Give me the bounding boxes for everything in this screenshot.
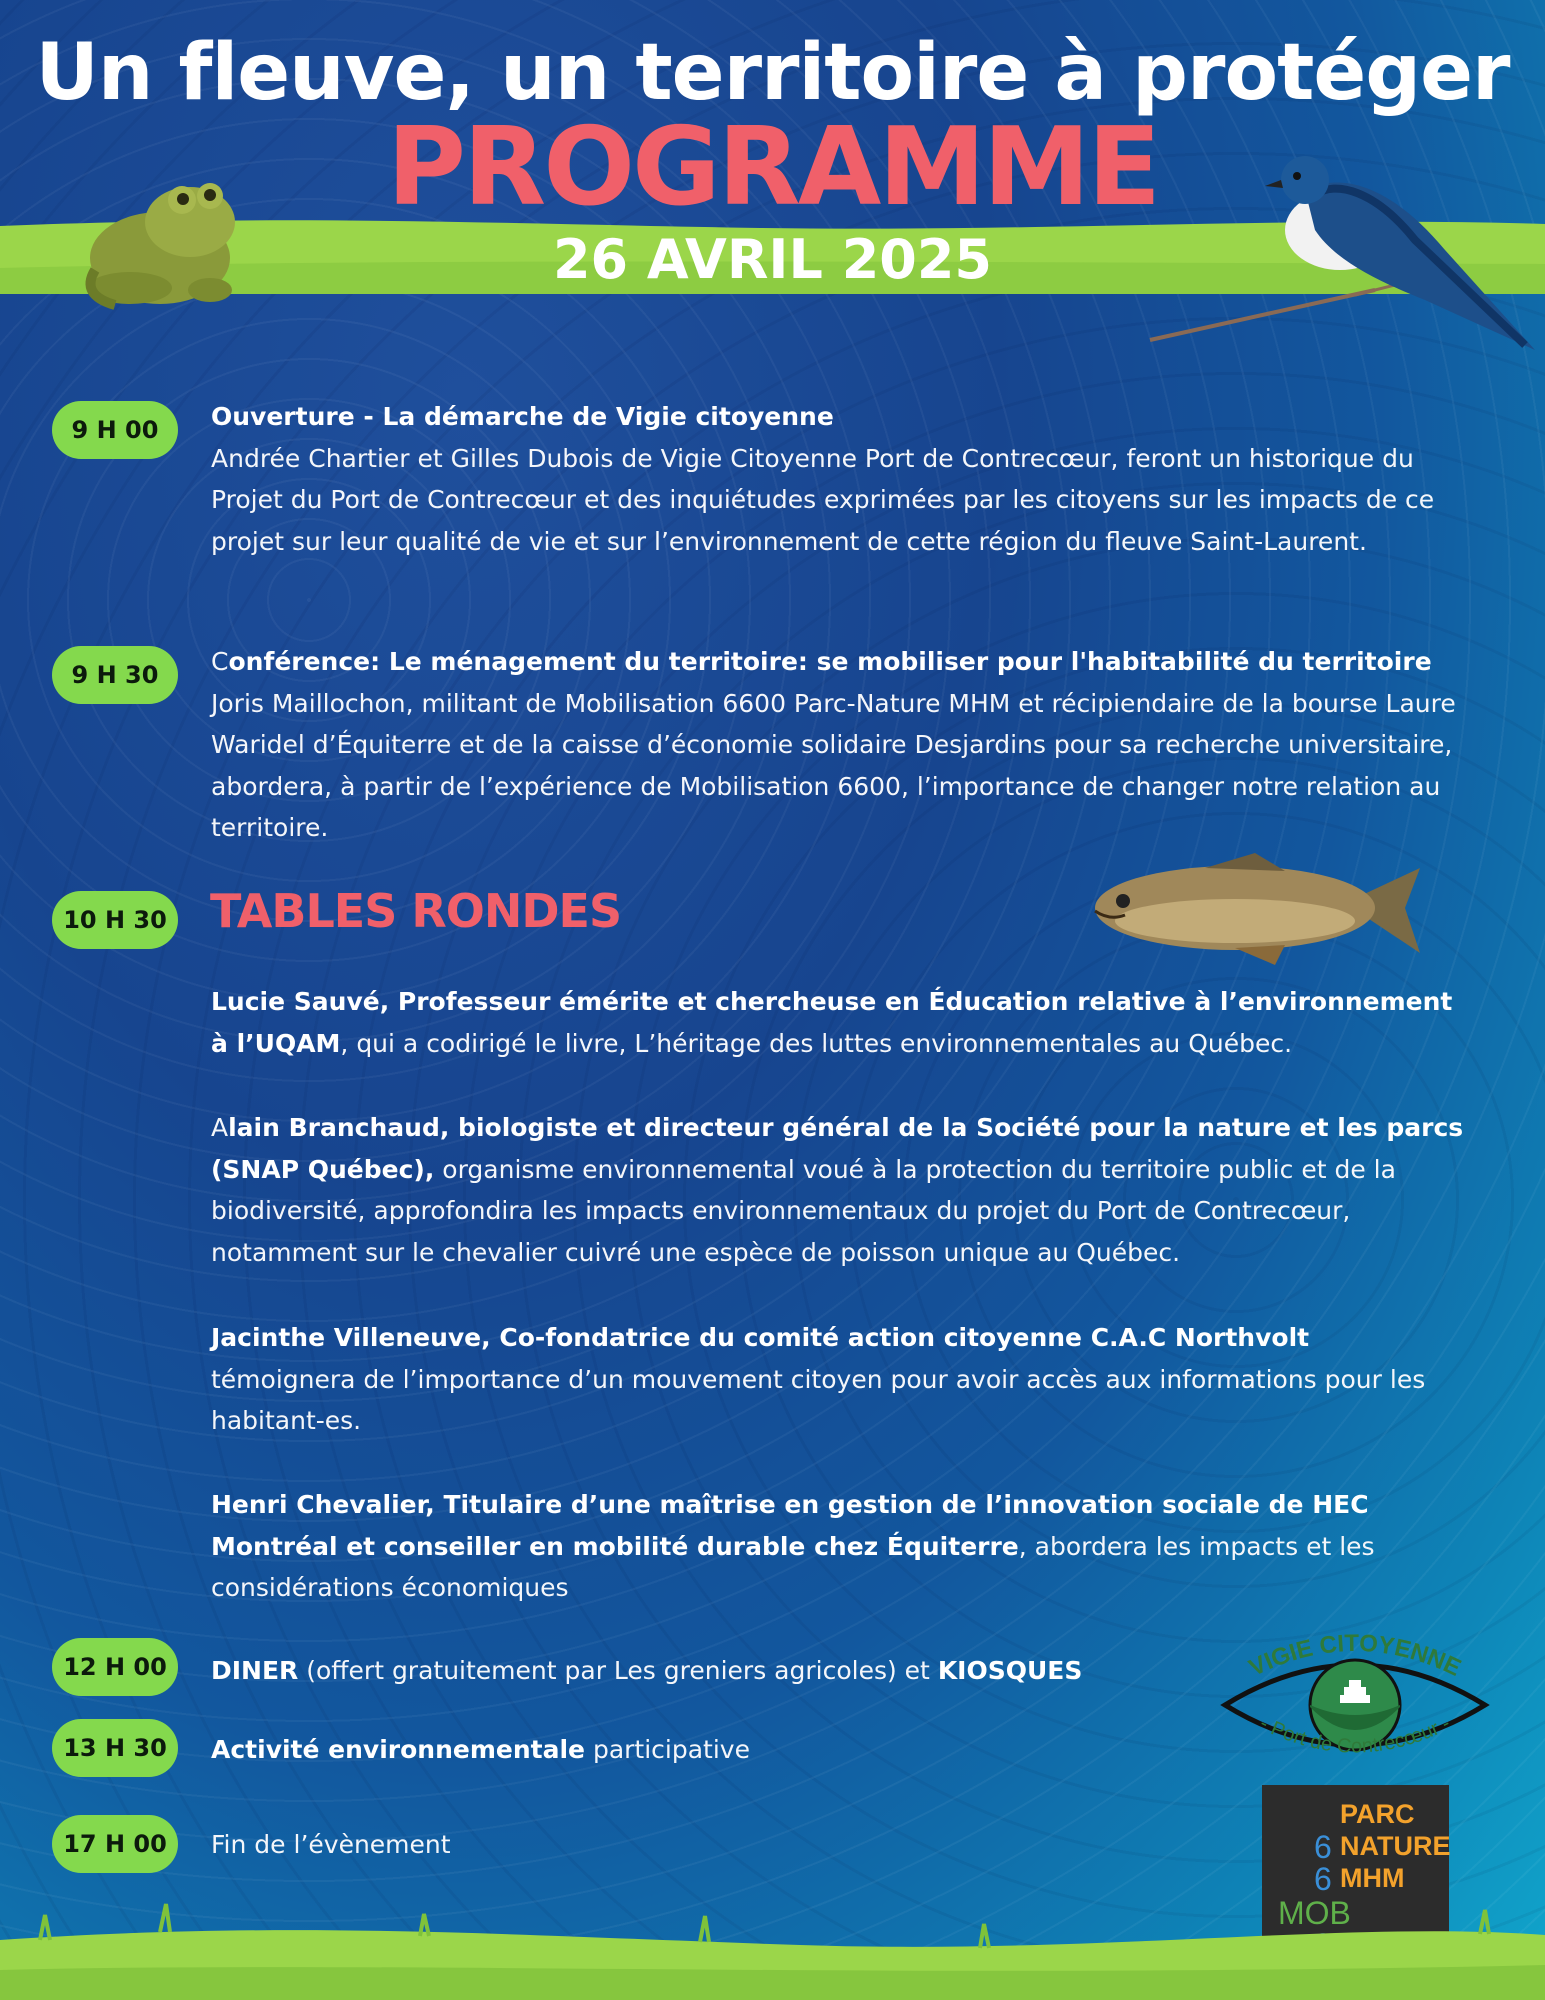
bottom-grass-band [0, 1900, 1545, 2000]
panelist-description: organisme environnemental voué à la protection du territoire public et de la biodiversité, approfondira les impacts environnementaux du projet du Port de Contrecœur, notamment sur le chevalier cuivré une espèce de poisson unique au Québec. [211, 1154, 1396, 1267]
event-date: 26 AVRIL 2025 [552, 228, 993, 291]
session-description: Joris Maillochon, militant de Mobilisation 6600 Parc-Nature MHM et récipiendaire de la bourse Laure Waridel d’Équiterre et de la caisse d’économie solidaire Desjardins pour sa recherche universitaire, abordera, à partir de l’expérience de Mobilisation 6600, l’importance de changer notre relation au territoire. [211, 688, 1456, 842]
panelist-henri-chevalier [211, 1484, 1466, 1609]
session-opening [211, 396, 1466, 562]
vigie-bottom-text: - Port de Contrecœur - [1256, 1712, 1454, 1758]
swallow-bird-illustration [1145, 150, 1545, 370]
logo-parc: PARC [1340, 1799, 1415, 1829]
panelist-lucie-sauve [211, 981, 1466, 1064]
poster-title: Un fleuve, un territoire à protéger [35, 28, 1510, 118]
session-title: Ouverture - La démarche de Vigie citoyenne [211, 402, 834, 431]
session-conference [211, 641, 1466, 849]
logo-mhm: MHM [1340, 1863, 1405, 1893]
panelist-description: , abordera les impacts et les considérations économiques [211, 1531, 1375, 1602]
lunch-description: (offert gratuitement par Les greniers agricoles) et [298, 1656, 938, 1685]
logo-digit-6a: 6 [1314, 1829, 1332, 1865]
panelist-name: Lucie Sauvé, Professeur émérite et chercheuse en Éducation relative à l’environnement à l’UQAM [211, 987, 1453, 1058]
panelist-name: Jacinthe Villeneuve, Co-fondatrice du comité action citoyenne C.A.C Northvolt [211, 1323, 1310, 1352]
activity-label: Activité environnementale [211, 1735, 585, 1764]
fish-illustration [1085, 853, 1425, 968]
panelist-description: , qui a codirigé le livre, L’héritage des luttes environnementales au Québec. [340, 1028, 1293, 1058]
tables-rondes-heading: TABLES RONDES [210, 884, 622, 938]
logo-digit-6b: 6 [1314, 1861, 1332, 1897]
lunch-label: DINER [211, 1656, 299, 1685]
time-badge-9h00: 9 H 00 [52, 401, 178, 459]
kiosques-label: KIOSQUES [937, 1656, 1083, 1685]
time-badge-10h30: 10 H 30 [52, 891, 178, 949]
session-title-initial: C [211, 647, 229, 676]
frog-illustration [70, 170, 250, 315]
vigie-top-text: VIGIE CITOYENNE [1245, 1629, 1465, 1682]
panelist-name: lain Branchaud, biologiste et directeur général de la Société pour la nature et les parcs (SNAP Québec), [211, 1113, 1464, 1184]
session-end: Fin de l’évènement [211, 1830, 451, 1859]
activity-description: participative [585, 1735, 750, 1764]
panelist-name-initial: A [211, 1113, 229, 1142]
panelist-description: témoignera de l’importance d’un mouvement citoyen pour avoir accès aux informations pour les habitant-es. [211, 1364, 1426, 1435]
vigie-citoyenne-eye-logo [1210, 1625, 1500, 1775]
time-badge-17h00: 17 H 00 [52, 1815, 178, 1873]
time-badge-13h30: 13 H 30 [52, 1719, 178, 1777]
time-badge-12h00: 12 H 00 [52, 1638, 178, 1696]
time-badge-9h30: 9 H 30 [52, 646, 178, 704]
logo-mob: MOB [1278, 1895, 1351, 1931]
panelist-alain-branchaud [211, 1107, 1466, 1273]
session-description: Andrée Chartier et Gilles Dubois de Vigie Citoyenne Port de Contrecœur, feront un historique du Projet du Port de Contrecœur et des inquiétudes exprimées par les citoyens sur les impacts de ce projet sur leur qualité de vie et sur l’environnement de cette région du fleuve Saint-Laurent. [211, 443, 1435, 556]
session-title: onférence: Le ménagement du territoire: se mobiliser pour l'habitabilité du territoire [228, 647, 1432, 676]
programme-heading: PROGRAMME [386, 105, 1159, 230]
panelist-name: Henri Chevalier, Titulaire d’une maîtrise en gestion de l’innovation sociale de HEC Montréal et conseiller en mobilité durable chez Équiterre [211, 1490, 1369, 1561]
panelist-jacinthe-villeneuve [211, 1317, 1466, 1442]
logo-nature: NATURE [1340, 1831, 1451, 1861]
